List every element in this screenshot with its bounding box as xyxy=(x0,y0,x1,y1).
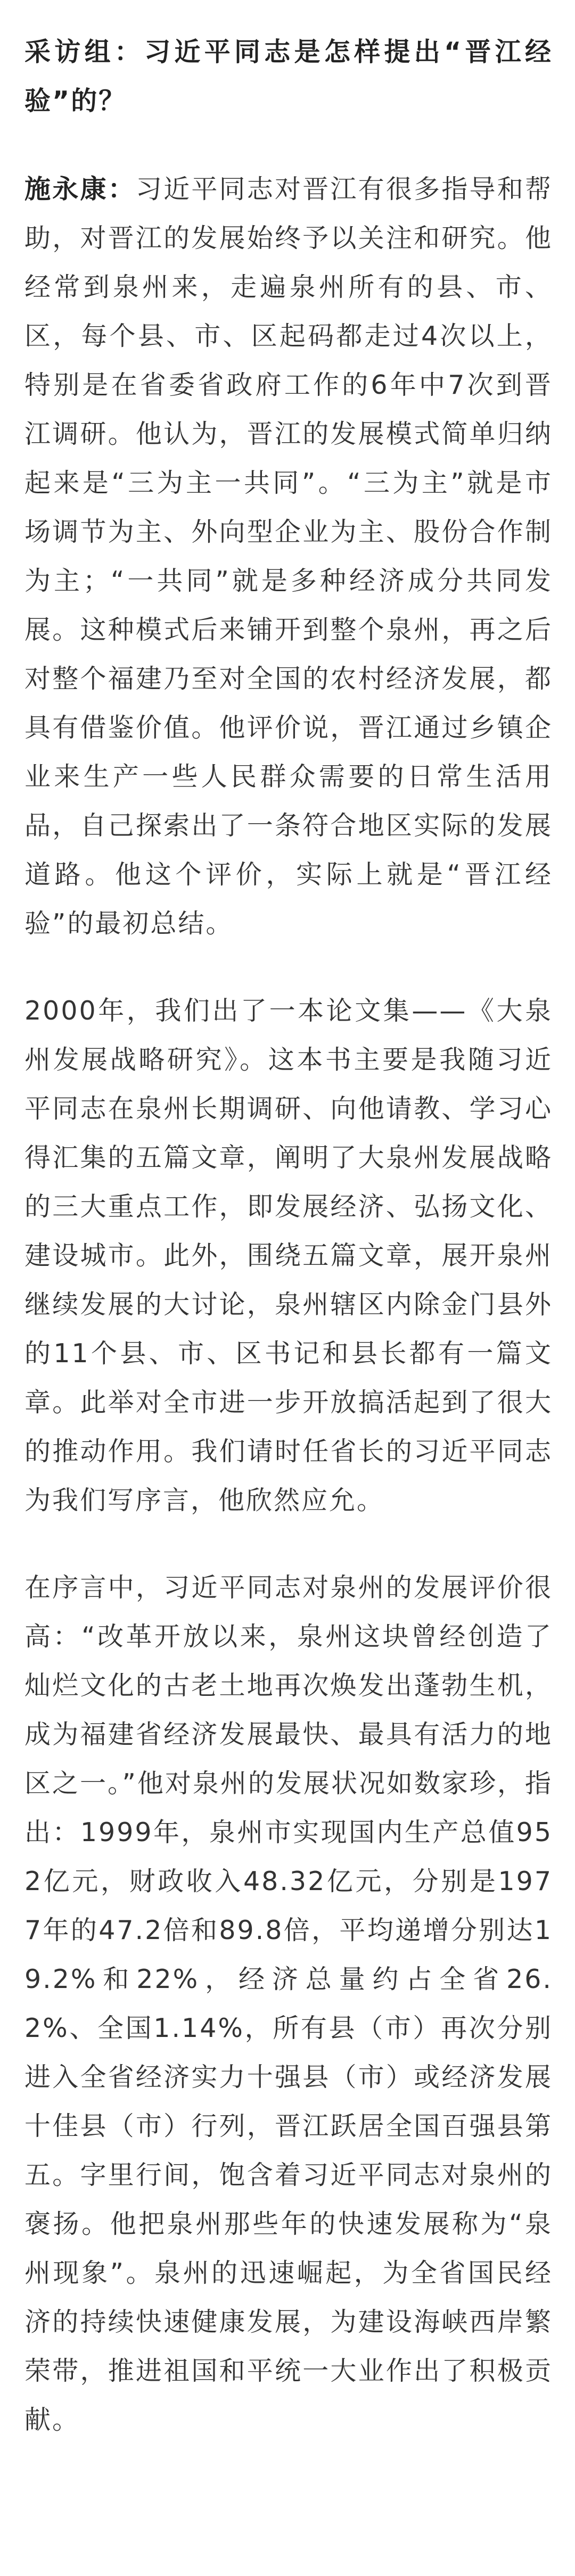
answer-paragraph-2: 2000年，我们出了一本论文集——《大泉州发展战略研究》。这本书主要是我随习近平同志在泉州长期调研、向他请教、学习心得汇集的五篇文章，阐明了大泉州发展战略的三大重点工作，即发展经济、弘扬文化、建设城市。此外，围绕五篇文章，展开泉州继续发展的大讨论，泉州辖区内除金门县外的11个县、市、区书记和县长都有一篇文章。此举对全市进一步开放搞活起到了很大的推动作用。我们请时任省长的习近平同志为我们写序言，他欣然应允。 xyxy=(24,996,553,1515)
speaker-name: 施永康： xyxy=(24,174,136,204)
answer-paragraph-1 xyxy=(24,165,553,948)
answer-paragraph-3: 在序言中，习近平同志对泉州的发展评价很高：“改革开放以来，泉州这块曾经创造了灿烂文化的古老土地再次焕发出蓬勃生机，成为福建省经济发展最快、最具有活力的地区之一。”他对泉州的发展状况如数家珍，指出：1999年，泉州市实现国内生产总值952亿元，财政收入48.32亿元，分别是1977年的47.2倍和89.8倍，平均递增分别达19.2%和22%，经济总量约占全省26.2%、全国1.14%，所有县（市）再次分别进入全省经济实力十强县（市）或经济发展十佳县（市）行列，晋江跃居全国百强县第五。字里行间，饱含着习近平同志对泉州的褒扬。他把泉州那些年的快速发展称为“泉州现象”。泉州的迅速崛起，为全省国民经济的持续快速健康发展，为建设海峡西岸繁荣带，推进祖国和平统一大业作出了积极贡献。 xyxy=(24,1572,553,2435)
question-heading: 采访组：习近平同志是怎样提出“晋江经验”的？ xyxy=(24,37,553,116)
answer-paragraph-1-text: 习近平同志对晋江有很多指导和帮助，对晋江的发展始终予以关注和研究。他经常到泉州来，走遍泉州所有的县、市、区，每个县、市、区起码都走过4次以上，特别是在省委省政府工作的6年中7次到晋江调研。他认为，晋江的发展模式简单归纳起来是“三为主一共同”。“三为主”就是市场调节为主、外向型企业为主、股份合作制为主；“一共同”就是多种经济成分共同发展。这种模式后来铺开到整个泉州，再之后对整个福建乃至对全国的农村经济发展，都具有借鉴价值。他评价说，晋江通过乡镇企业来生产一些人民群众需要的日常生活用品，自己探索出了一条符合地区实际的发展道路。他这个评价，实际上就是“晋江经验”的最初总结。 xyxy=(24,174,553,939)
